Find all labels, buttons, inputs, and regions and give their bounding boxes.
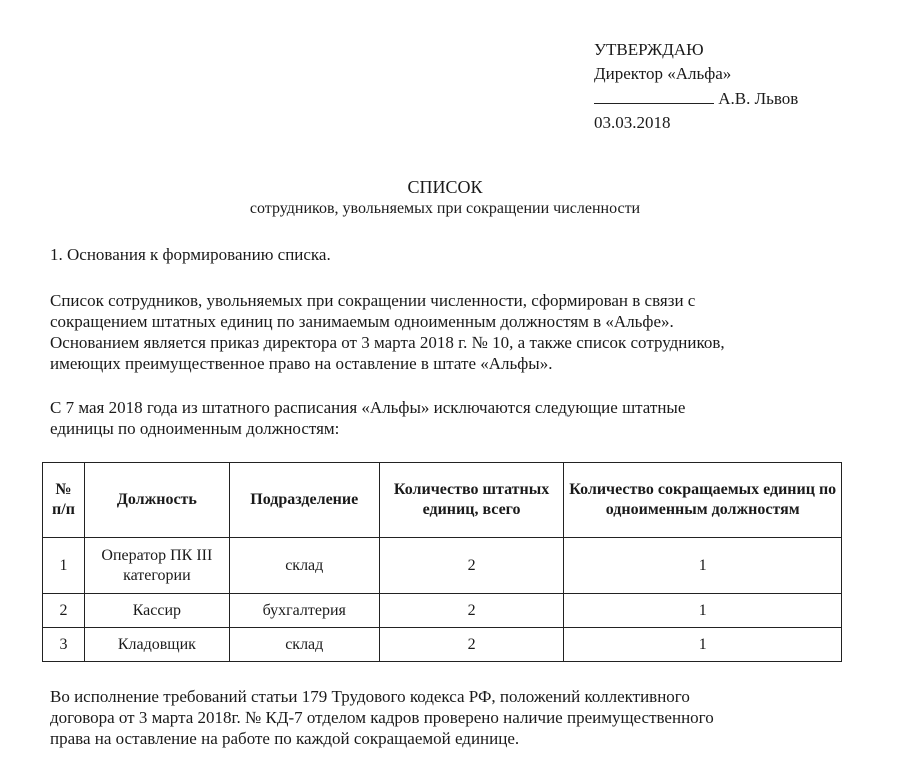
document-subtitle: сотрудников, увольняемых при сокращении численности (249, 200, 641, 217)
paragraph-basis (50, 290, 725, 374)
cell-total-units: 2 (379, 628, 564, 662)
text-line: Во исполнение требований статьи 179 Трудового кодекса РФ, положений коллективного (50, 687, 690, 706)
cell-total-units: 2 (379, 538, 564, 594)
table-row (43, 594, 842, 628)
approval-block (594, 38, 798, 135)
section-heading: 1. Основания к формированию списка. (50, 245, 331, 264)
header-department: Подразделение (229, 463, 379, 538)
cell-number: 1 (43, 538, 85, 594)
cell-department: бухгалтерия (229, 594, 379, 628)
header-position: Должность (84, 463, 229, 538)
header-number: № п/п (43, 463, 85, 538)
cell-number: 2 (43, 594, 85, 628)
cell-position: Кассир (84, 594, 229, 628)
approval-signature-line (594, 86, 798, 111)
text-line: единицы по одноименным должностям: (50, 419, 340, 438)
cell-position: Кладовщик (84, 628, 229, 662)
cell-department: склад (229, 538, 379, 594)
cell-reduced-units: 1 (564, 628, 842, 662)
approval-signer: А.В. Львов (718, 89, 799, 108)
positions-table (42, 462, 842, 662)
header-total-units: Количество штатных единиц, всего (379, 463, 564, 538)
cell-total-units: 2 (379, 594, 564, 628)
header-reduced-units: Количество сокращаемых единиц по одноименным должностям (564, 463, 842, 538)
text-line: сокращением штатных единиц по занимаемым одноименным должностям в «Альфе». (50, 312, 674, 331)
cell-reduced-units: 1 (564, 538, 842, 594)
approval-title: УТВЕРЖДАЮ (594, 40, 704, 59)
cell-number: 3 (43, 628, 85, 662)
cell-position: Оператор ПК III категории (84, 538, 229, 594)
text-line: Список сотрудников, увольняемых при сокращении численности, сформирован в связи с (50, 291, 696, 310)
text-line: С 7 мая 2018 года из штатного расписания «Альфы» исключаются следующие штатные (50, 398, 686, 417)
paragraph-verification (50, 686, 714, 749)
document-title: СПИСОК (407, 177, 483, 197)
signature-blank (594, 86, 714, 104)
text-line: договора от 3 марта 2018г. № КД-7 отделом кадров проверено наличие преимущественного (50, 708, 714, 727)
text-line: имеющих преимущественное право на оставление в штате «Альфы». (50, 354, 553, 373)
approval-position: Директор «Альфа» (594, 64, 732, 83)
approval-date: 03.03.2018 (594, 113, 671, 132)
table-header-row (43, 463, 842, 538)
table-row (43, 538, 842, 594)
text-line: права на оставление на работе по каждой сокращаемой единице. (50, 729, 520, 748)
table-row (43, 628, 842, 662)
text-line: Основанием является приказ директора от 3 марта 2018 г. № 10, а также список сотрудников, (50, 333, 725, 352)
paragraph-exclusion (50, 397, 685, 439)
cell-reduced-units: 1 (564, 594, 842, 628)
cell-department: склад (229, 628, 379, 662)
